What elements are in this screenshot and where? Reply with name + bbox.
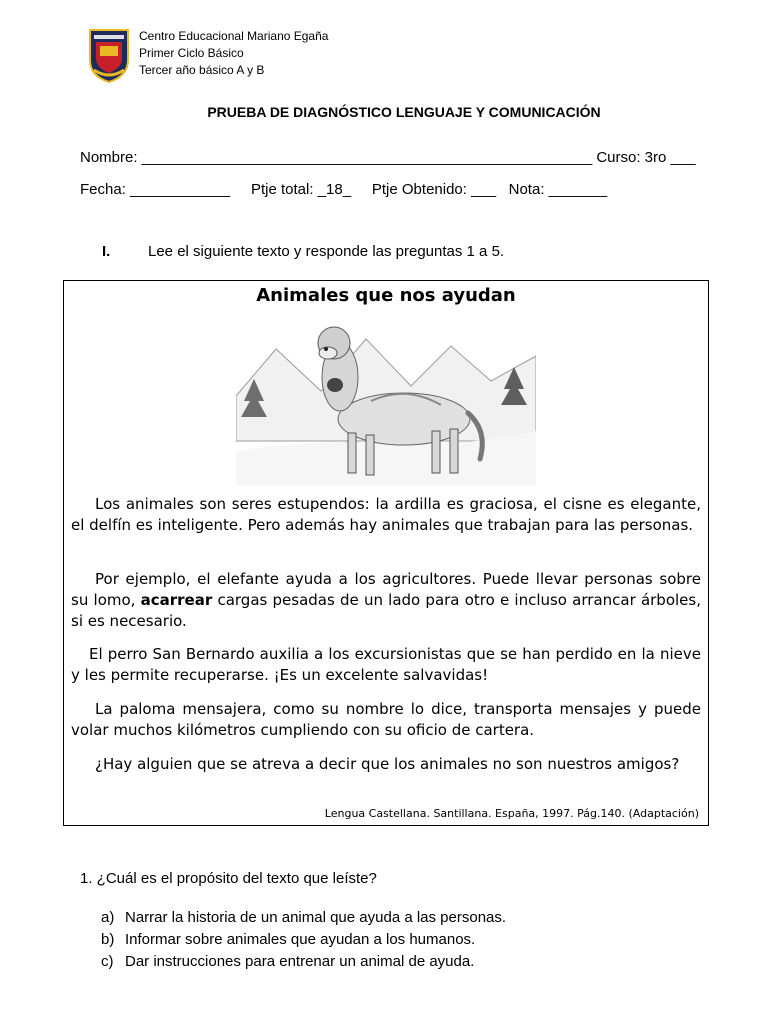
school-header <box>139 28 328 79</box>
school-cycle: Primer Ciclo Básico <box>139 46 244 60</box>
option-a[interactable]: a) Narrar la historia de un animal que ayuda a las personas. <box>101 909 507 926</box>
question-1: 1. ¿Cuál es el propósito del texto que leíste? <box>80 870 377 887</box>
instruction-number: I. <box>102 243 111 260</box>
option-b[interactable]: b) Informar sobre animales que ayudan a los humanos. <box>101 931 476 948</box>
text-source: Lengua Castellana. Santillana. España, 1997. Pág.140. (Adaptación) <box>324 807 699 820</box>
school-logo <box>88 28 130 84</box>
reading-box <box>63 280 709 826</box>
paragraph-2: Por ejemplo, el elefante ayuda a los agricultores. Puede llevar personas sobre su lomo, acarrear cargas pesadas de un lado para otro e incluso arrancar árboles, si es necesario. <box>71 570 701 630</box>
page-title: PRUEBA DE DIAGNÓSTICO LENGUAJE Y COMUNICACIÓN <box>207 104 601 120</box>
question-1-options <box>101 907 506 973</box>
bold-word-acarrear: acarrear <box>140 591 213 609</box>
school-grade: Tercer año básico A y B <box>139 63 265 77</box>
instruction <box>102 243 504 260</box>
reading-title: Animales que nos ayudan <box>256 285 516 306</box>
paragraph-4: La paloma mensajera, como su nombre lo dice, transporta mensajes y puede volar muchos kilómetros cumpliendo con su oficio de cartera. <box>71 700 701 739</box>
option-c[interactable]: c) Dar instrucciones para entrenar un animal de ayuda. <box>101 953 475 970</box>
paragraph-3: El perro San Bernardo auxilia a los excursionistas que se han perdido en la nieve y les permite recuperarse. ¡Es un excelente salvavidas! <box>71 645 701 684</box>
instruction-text: Lee el siguiente texto y responde las preguntas 1 a 5. <box>148 243 505 260</box>
st-bernard-dog-illustration <box>236 321 536 486</box>
paragraph-5: ¿Hay alguien que se atreva a decir que los animales no son nuestros amigos? <box>95 755 680 773</box>
paragraph-1: Los animales son seres estupendos: la ardilla es graciosa, el cisne es elegante, el delfín es inteligente. Pero además hay animales que trabajan para las personas. <box>71 495 701 534</box>
date-score-field[interactable]: Fecha: ____________ Ptje total: _18_ Ptje Obtenido: ___ Nota: _______ <box>80 181 608 198</box>
school-name: Centro Educacional Mariano Egaña <box>139 29 329 43</box>
name-course-field[interactable]: Nombre: ______________________________________________________ Curso: 3ro ___ <box>80 149 696 166</box>
